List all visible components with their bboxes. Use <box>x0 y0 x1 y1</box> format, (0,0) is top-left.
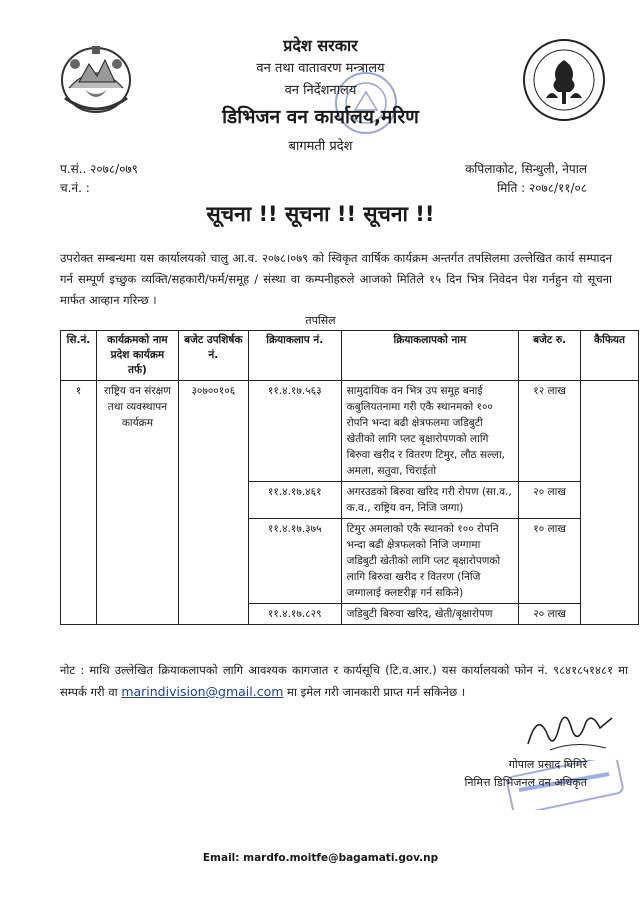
cell-activity-no: ११.४.१७.५६३ <box>248 381 341 482</box>
header-office: डिभिजन वन कार्यालय,मरिण <box>222 106 419 128</box>
notice-title: सूचना !! सूचना !! सूचना !! <box>206 202 435 226</box>
signer-title: निमित्त डिभिजनल वन अधिकृत <box>464 776 587 789</box>
cell-remarks <box>581 381 639 625</box>
table-header-row <box>61 331 639 381</box>
contact-email-link[interactable]: marindivision@gmail.com <box>121 684 284 699</box>
cell-budget: १० लाख <box>519 519 581 604</box>
header-ministry: वन तथा वातावरण मन्त्रालय <box>256 61 385 76</box>
signer-name: गोपाल प्रसाद घिमिरे <box>508 758 587 771</box>
cell-budget: २० लाख <box>519 604 581 625</box>
signature-icon <box>520 700 620 758</box>
col-budget: बजेट रु. <box>519 331 581 381</box>
header-gov: प्रदेश सरकार <box>283 36 358 55</box>
activities-table <box>60 330 639 625</box>
cell-activity-no: ११.४.१७.४६१ <box>248 482 341 519</box>
cell-activity-no: ११.४.१७.८२९ <box>248 604 341 625</box>
cell-activity-name: टिमुर अमलाको एकै स्थानको १०० रोपनि भन्दा बढी क्षेत्रफलको निजि जग्गामा जडिबुटी खेतीको लागि प्लट बृक्षारोपणको लागि बिरुवा खरीद र वितरण (निजि जग्गालाई क्लष्टरीङ्ग गर्न सकिने) <box>341 519 519 604</box>
office-address: कपिलाकोट, सिन्धुली, नेपाल <box>465 162 587 176</box>
footer-email: Email: mardfo.moitfe@bagamati.gov.np <box>202 852 439 864</box>
cell-activity-name: सामुदायिक वन भित्र उप समूह बनाई कबुलियतनामा गरी एकै स्थानमको १०० रोपनि भन्दा बढी क्षेत्रफलमा जडिबुटी खेतीको लागि प्लट बृक्षारोपणको लागि बिरुवा खरीद र वितरण टिमुर, लौठ सल्ला, अमला, सतुवा, चिराईतो <box>341 381 519 482</box>
col-budget-head: बजेट उपशिर्षक नं. <box>178 331 248 381</box>
col-activity-no: क्रियाकलाप नं. <box>248 331 341 381</box>
cell-activity-name: अगरउडको बिरुवा खरिद गरी रोपण (सा.व., क.व., राष्ट्रिय वन, निजि जग्गा) <box>341 482 519 519</box>
cell-activity-no: ११.४.१७.३७५ <box>248 519 341 604</box>
header-province: बागमती प्रदेश <box>288 139 353 154</box>
cell-budget: २० लाख <box>519 482 581 519</box>
col-program: कार्यक्रमको नाम प्रदेश कार्यक्रम तर्फ) <box>96 331 178 381</box>
dispatch-number: च.नं. : <box>60 181 90 195</box>
cell-program: राष्ट्रिय वन संरक्षण तथा व्यवस्थापन कार्यक्रम <box>96 381 178 625</box>
header-directorate: वन निर्देशनालय <box>284 83 357 98</box>
col-remarks: कैफियत <box>581 331 639 381</box>
col-activity-name: क्रियाकलापको नाम <box>341 331 519 381</box>
col-sn: सि.नं. <box>61 331 97 381</box>
note-text-before: नोट : माथि उल्लेखित क्रियाकलापको लागि आवश्यक कागजात र कार्यसूचि (टि.व.आर.) यस कार्यालयको फोन नं. ९८४१८५१४८१ मा सम्पर्क गरी वा <box>60 663 628 699</box>
note-paragraph <box>60 660 628 703</box>
cell-budget-head: ३०७००१०६ <box>178 381 248 625</box>
notice-date: मिति : २०७८/११/०८ <box>497 181 587 195</box>
table-caption: तपसिल <box>305 314 336 327</box>
note-text-after: मा इमेल गरी जानकारी प्राप्त गर्न सकिनेछ । <box>283 685 466 699</box>
ref-number: प.सं.. २०७८/०७९ <box>60 162 138 176</box>
cell-activity-name: जडिबुटी बिरुवा खरिद, खेती/बृक्षारोपण <box>341 604 519 625</box>
cell-sn: १ <box>61 381 97 625</box>
cell-budget: १२ लाख <box>519 381 581 482</box>
intro-paragraph: उपरोक्त सम्बन्धमा यस कार्यालयको चालु आ.व. २०७८।०७९ को स्विकृत वार्षिक कार्यक्रम अन्तर्गत तपसिलमा उल्लेखित कार्य सम्पादन गर्न सम्पूर्ण इच्छुक व्यक्ति/सहकारी/फर्म/समूह / संस्था वा कम्पनीहरुले आजको मितिले १५ दिन भित्र निवेदन पेश गर्नहुन यो सूचना मार्फत आव्हान गरिन्छ । <box>60 251 612 307</box>
table-row <box>61 381 639 482</box>
